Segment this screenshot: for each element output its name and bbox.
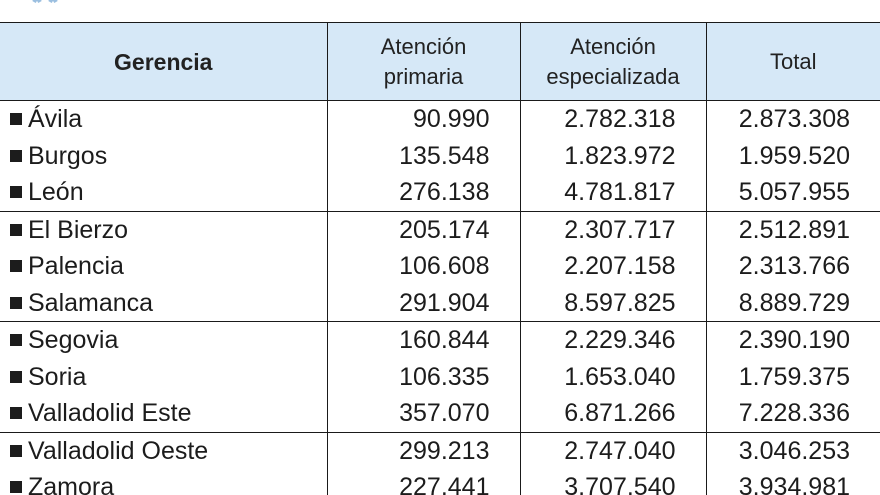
bullet-icon: [10, 334, 22, 346]
row-name-cell: [0, 469, 327, 495]
table-body: [0, 101, 880, 495]
bullet-icon: [10, 150, 22, 162]
row-total: 2.512.891: [706, 211, 880, 248]
bullet-icon: [10, 260, 22, 272]
row-total: 2.390.190: [706, 322, 880, 359]
row-name: Valladolid Este: [28, 399, 192, 428]
row-primaria: 299.213: [327, 432, 520, 469]
row-especializada: 2.229.346: [520, 322, 706, 359]
table-row: [0, 359, 880, 396]
header-total: Total: [706, 23, 880, 101]
table-row: [0, 248, 880, 285]
table-row: [0, 174, 880, 211]
row-especializada: 1.653.040: [520, 359, 706, 396]
header-especializada-line2: especializada: [546, 63, 680, 89]
header-gerencia: Gerencia: [0, 23, 327, 101]
row-primaria: 227.441: [327, 469, 520, 495]
row-primaria: 291.904: [327, 285, 520, 322]
row-primaria: 106.608: [327, 248, 520, 285]
row-total: 3.934.981: [706, 469, 880, 495]
table-header: [0, 23, 880, 101]
row-name-cell: [0, 101, 327, 138]
table-row: [0, 432, 880, 469]
row-primaria: 276.138: [327, 174, 520, 211]
row-name: Burgos: [28, 141, 108, 170]
header-atencion-primaria: [327, 23, 520, 101]
row-primaria: 357.070: [327, 395, 520, 432]
row-name: Soria: [28, 362, 87, 391]
table-row: [0, 469, 880, 495]
table-row: [0, 395, 880, 432]
row-name: Zamora: [28, 473, 115, 495]
row-primaria: 90.990: [327, 101, 520, 138]
row-name-cell: [0, 285, 327, 322]
header-atencion-especializada: [520, 23, 706, 101]
row-especializada: 8.597.825: [520, 285, 706, 322]
row-name: El Bierzo: [28, 215, 129, 244]
row-especializada: 6.871.266: [520, 395, 706, 432]
row-primaria: 106.335: [327, 359, 520, 396]
row-name: Ávila: [28, 105, 83, 134]
row-name: León: [28, 178, 84, 207]
row-name: Palencia: [28, 252, 124, 281]
row-total: 2.873.308: [706, 101, 880, 138]
row-name-cell: [0, 432, 327, 469]
row-especializada: 2.207.158: [520, 248, 706, 285]
bullet-icon: [10, 113, 22, 125]
row-total: 8.889.729: [706, 285, 880, 322]
header-primaria-line2: primaria: [383, 63, 464, 89]
logo-icon: [30, 0, 120, 4]
table-row: [0, 138, 880, 175]
row-name: Salamanca: [28, 288, 154, 317]
table-row: [0, 101, 880, 138]
row-primaria: 205.174: [327, 211, 520, 248]
header-especializada-line1: Atención: [570, 33, 656, 59]
bullet-icon: [10, 297, 22, 309]
row-total: 5.057.955: [706, 174, 880, 211]
row-name-cell: [0, 248, 327, 285]
data-table: [0, 22, 880, 495]
table-row: [0, 285, 880, 322]
row-total: 1.759.375: [706, 359, 880, 396]
row-name-cell: [0, 211, 327, 248]
row-total: 7.228.336: [706, 395, 880, 432]
row-total: 2.313.766: [706, 248, 880, 285]
bullet-icon: [10, 407, 22, 419]
bullet-icon: [10, 371, 22, 383]
bullet-icon: [10, 481, 22, 493]
row-name-cell: [0, 359, 327, 396]
row-especializada: 2.782.318: [520, 101, 706, 138]
row-name-cell: [0, 395, 327, 432]
header-primaria-line1: Atención: [380, 33, 467, 59]
row-especializada: 2.747.040: [520, 432, 706, 469]
row-name-cell: [0, 322, 327, 359]
row-especializada: 4.781.817: [520, 174, 706, 211]
row-name-cell: [0, 138, 327, 175]
row-name: Segovia: [28, 326, 119, 355]
row-name-cell: [0, 174, 327, 211]
table-row: [0, 322, 880, 359]
row-especializada: 1.823.972: [520, 138, 706, 175]
row-primaria: 135.548: [327, 138, 520, 175]
bullet-icon: [10, 186, 22, 198]
row-primaria: 160.844: [327, 322, 520, 359]
table-row: [0, 211, 880, 248]
row-total: 1.959.520: [706, 138, 880, 175]
bullet-icon: [10, 445, 22, 457]
row-especializada: 2.307.717: [520, 211, 706, 248]
bullet-icon: [10, 224, 22, 236]
row-total: 3.046.253: [706, 432, 880, 469]
row-name: Valladolid Oeste: [28, 436, 209, 465]
row-especializada: 3.707.540: [520, 469, 706, 495]
